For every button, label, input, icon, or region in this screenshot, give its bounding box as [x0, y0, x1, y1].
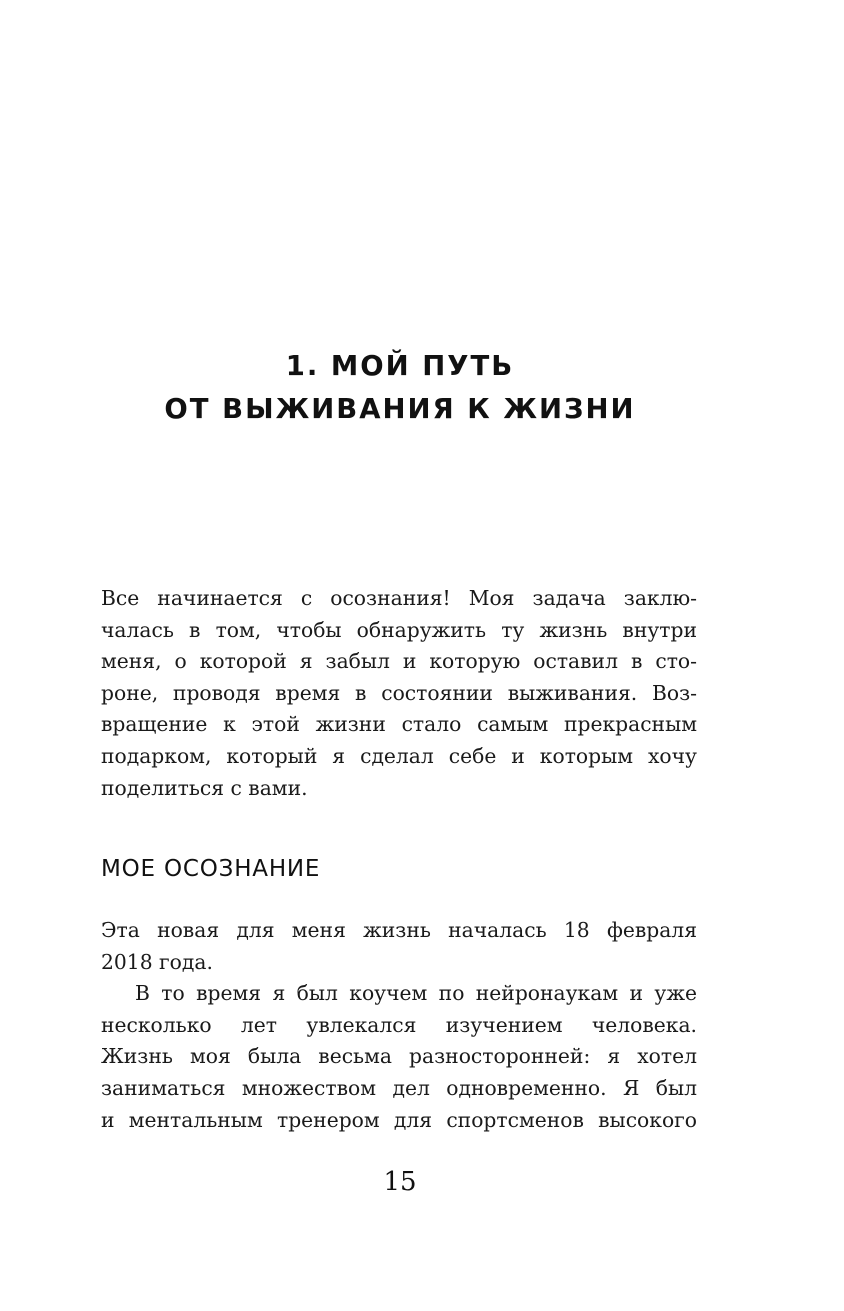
text-line: Жизнь моя была весьма разносторонней: я хотел — [101, 1044, 697, 1069]
text-line: Эта новая для меня жизнь началась 18 февраля — [101, 918, 697, 942]
text-line: поделиться с вами. — [101, 775, 308, 800]
text-line: меня, о которой я забыл и которую оставил в сто- — [101, 649, 697, 674]
section-paragraphs — [101, 915, 697, 1136]
text-line: подарком, который я сделал себе и которым хочу — [101, 743, 697, 768]
text-line: и ментальным тренером для спортсменов высокого — [101, 1107, 697, 1132]
text-line: 2018 года. — [101, 949, 213, 974]
text-line: В то время я был коучем по нейронаукам и уже — [135, 981, 697, 1006]
text-line: Все начинается с осознания! Моя задача заклю- — [101, 586, 697, 610]
text-line: заниматься множеством дел одновременно. Я был — [101, 1075, 697, 1100]
intro-paragraph — [101, 583, 697, 804]
page-number: 15 — [383, 1167, 417, 1197]
text-line: чалась в том, чтобы обнаружить ту жизнь внутри — [101, 617, 697, 642]
section-title: МОЕ ОСОЗНАНИЕ — [101, 856, 321, 882]
chapter-title-line-2: ОТ ВЫЖИВАНИЯ К ЖИЗНИ — [164, 393, 636, 425]
text-line: вращение к этой жизни стало самым прекрасным — [101, 712, 697, 737]
text-line: несколько лет увлекался изучением человека. — [101, 1012, 697, 1037]
text-line: роне, проводя время в состоянии выживания. Воз- — [101, 680, 697, 705]
chapter-title — [0, 345, 800, 431]
chapter-title-line-1: 1. МОЙ ПУТЬ — [285, 350, 515, 382]
